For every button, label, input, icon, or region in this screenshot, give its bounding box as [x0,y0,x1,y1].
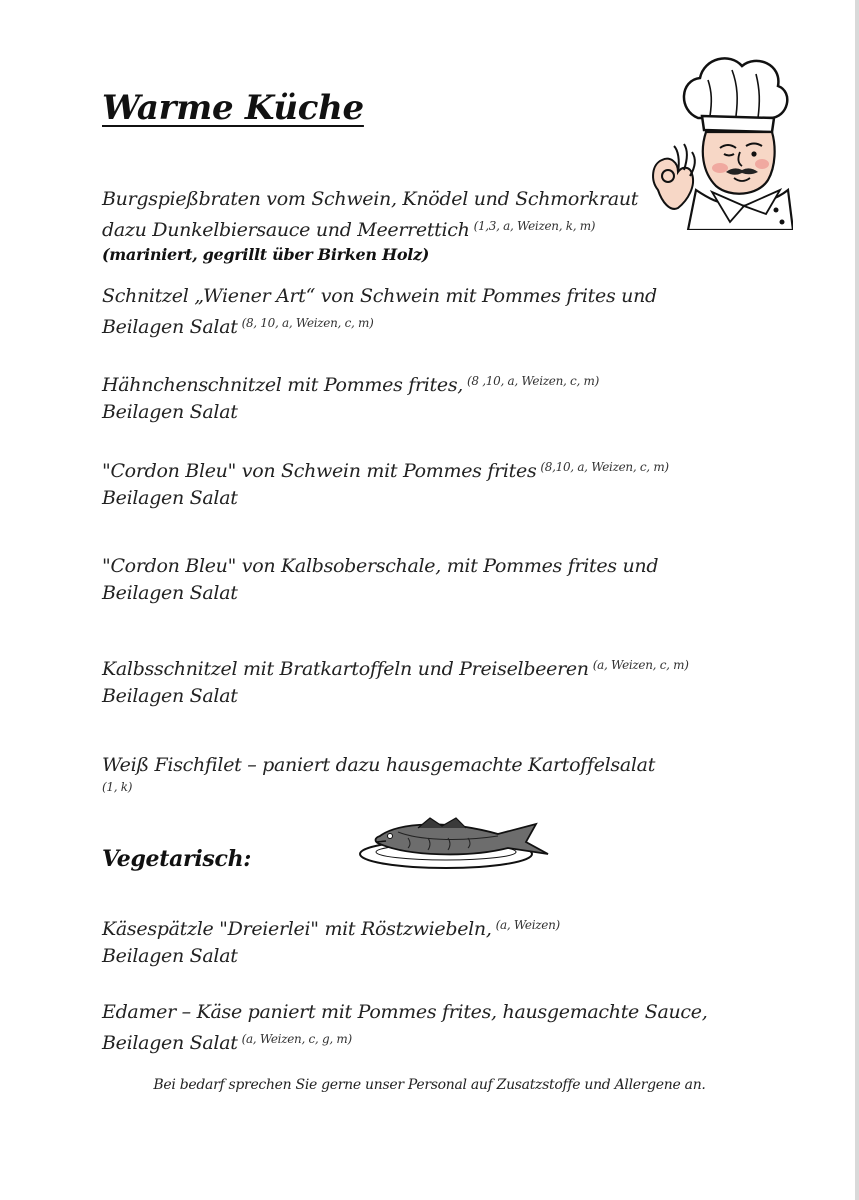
page-title: Warme Küche [102,88,364,128]
item-name-line: Beilagen Salat $^{(a, Weizen, c, g, m)}$ [102,1032,352,1054]
menu-item [102,652,689,710]
menu-item [102,553,658,607]
item-name-line: dazu Dunkelbiersauce und Meerrettich $^{(1,3, a, Weizen, k, m)}$ [102,219,596,241]
page-edge [855,0,859,1200]
menu-item [102,186,638,266]
item-name-line: Beilagen Salat [102,685,238,707]
allergen-info: (8, 10, a, Weizen, c, m) [241,316,374,330]
item-name-line: Beilagen Salat [102,582,238,604]
allergen-info: (8 ,10, a, Weizen, c, m) [467,374,599,388]
allergen-info: (8,10, a, Weizen, c, m) [540,460,669,474]
allergen-info: (1,3, a, Weizen, k, m) [473,219,596,233]
item-note: (mariniert, gegrillt über Birken Holz) [102,245,430,264]
allergen-info: (a, Weizen) [495,918,560,932]
item-name-line: Beilagen Salat $^{(8, 10, a, Weizen, c, m)}$ [102,316,374,338]
item-name-line: Beilagen Salat [102,945,238,967]
item-name-line: Edamer – Käse paniert mit Pommes frites, hausgemachte Sauce, [102,1001,708,1023]
allergen-footer-note: Bei bedarf sprechen Sie gerne unser Personal auf Zusatzstoffe und Allergene an. [153,1077,706,1093]
item-name-line: "Cordon Bleu" von Schwein mit Pommes frites $^{(8,10, a, Weizen, c, m)}$ [102,460,669,482]
item-name-line: Beilagen Salat [102,401,238,423]
item-name-line: Käsespätzle "Dreierlei" mit Röstzwiebeln, $^{(a, Weizen)}$ [102,918,560,940]
allergen-info: (a, Weizen, c, m) [592,658,689,672]
chef-illustration [648,40,793,230]
menu-item [102,368,599,426]
item-name-line: Kalbsschnitzel mit Bratkartoffeln und Preiselbeeren $^{(a, Weizen, c, m)}$ [102,658,689,680]
menu-item [102,999,707,1057]
vegetarian-section-title: Vegetarisch: [102,846,252,872]
item-name-line: Hähnchenschnitzel mit Pommes frites, $^{(8 ,10, a, Weizen, c, m)}$ [102,374,599,396]
item-name-line: Beilagen Salat [102,487,238,509]
menu-item [102,454,669,512]
item-name-line: Weiß Fischfilet – paniert dazu hausgemachte Kartoffelsalat [102,754,656,776]
item-name-line: Schnitzel „Wiener Art“ von Schwein mit Pommes frites und [102,285,657,307]
menu-item [102,283,657,341]
menu-item [102,752,655,795]
allergen-info: (a, Weizen, c, g, m) [241,1032,352,1046]
fish-on-plate-illustration [358,814,554,872]
menu-item [102,912,560,970]
item-name-line: "Cordon Bleu" von Kalbsoberschale, mit Pommes frites und [102,555,659,577]
allergen-info: (1, k) [102,780,133,794]
item-name-line: Burgspießbraten vom Schwein, Knödel und Schmorkraut [102,188,639,210]
